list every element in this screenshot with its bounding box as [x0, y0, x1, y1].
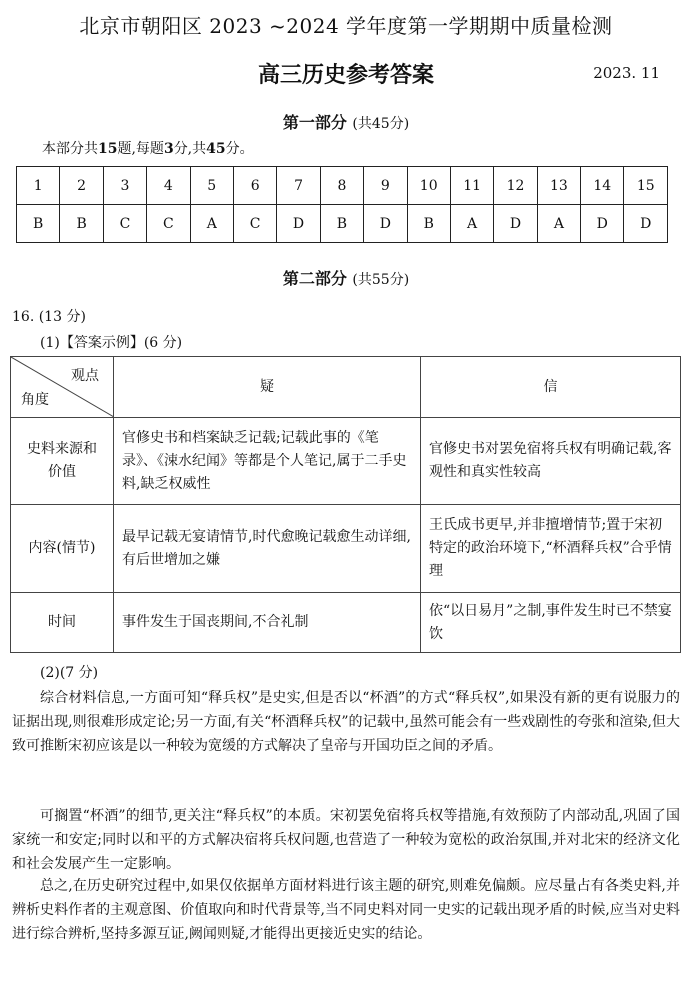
document-date: 2023. 11 [593, 64, 660, 82]
answer-cell: B [407, 205, 450, 243]
part1-points: (共45分) [352, 116, 410, 132]
part1-note-end: 分。 [225, 141, 254, 157]
sub-question-1-label: (1)【答案示例】(6 分) [40, 335, 183, 351]
document-title: 北京市朝阳区 2023 ~2024 学年度第一学期期中质量检测 [79, 14, 613, 38]
part2-title: 第二部分 [282, 269, 347, 288]
part2-heading [0, 266, 692, 289]
question-number-cell: 4 [147, 167, 190, 205]
question-number-cell: 13 [537, 167, 580, 205]
question-number-cell: 8 [320, 167, 363, 205]
part1-note-mid1: 题,每题 [117, 141, 164, 157]
answer-key-table [16, 166, 668, 243]
question-16-label: 16. (13 分) [12, 309, 86, 325]
answer-cell: D [494, 205, 537, 243]
question-number-cell: 7 [277, 167, 320, 205]
corner-label-angle: 角度 [21, 392, 49, 408]
row-angle: 史料来源和价值 [11, 418, 114, 505]
part1-heading [0, 110, 692, 133]
part1-note-each: 3 [163, 141, 174, 157]
row-doubt: 官修史书和档案缺乏记载;记载此事的《笔录》、《涑水纪闻》等都是个人笔记,属于二手史料,缺乏权威性 [114, 418, 421, 505]
answer-cell: A [190, 205, 233, 243]
part1-note-mid2: 分,共 [173, 141, 207, 157]
question-number-cell: 2 [60, 167, 103, 205]
answer-paragraph-2: 可搁置“杯酒”的细节,更关注“释兵权”的本质。宋初罢免宿将兵权等措施,有效预防了内部动乱,巩固了国家统一和安定;同时以和平的方式解决宿将兵权问题,也营造了一种较为宽松的政治氛围,并对北宋的经济文化和社会发展产生一定影响。 [12, 808, 680, 872]
answer-paragraph-3: 总之,在历史研究过程中,如果仅依据单方面材料进行该主题的研究,则难免偏颇。应尽量占有各类史料,并辨析史料作者的主观意图、价值取向和时代背景等,当不同史料对同一史实的记载出现矛盾的时候,应当对史料进行综合辨析,坚持多源互证,阙闻则疑,才能得出更接近史实的结论。 [12, 878, 680, 942]
row-believe: 官修史书对罢免宿将兵权有明确记载,客观性和真实性较高 [421, 418, 681, 505]
question-number-cell: 15 [624, 167, 668, 205]
answer-cell: D [277, 205, 320, 243]
answer-cell: D [581, 205, 624, 243]
part2-points: (共55分) [352, 272, 410, 288]
answer-cell: C [233, 205, 276, 243]
part1-note-prefix: 本部分共 [42, 141, 98, 157]
question-number-cell: 3 [103, 167, 146, 205]
header-doubt: 疑 [114, 357, 421, 418]
sub-question-2-label: (2)(7 分) [40, 665, 99, 681]
answer-cell: B [320, 205, 363, 243]
answer-cell: C [103, 205, 146, 243]
question-number-cell: 11 [450, 167, 493, 205]
answer-cell: C [147, 205, 190, 243]
question-number-cell: 1 [17, 167, 60, 205]
document-subtitle: 高三历史参考答案 [257, 62, 434, 88]
question-number-cell: 9 [364, 167, 407, 205]
diagonal-header-cell [11, 357, 114, 418]
answer-cell: A [450, 205, 493, 243]
part1-note-total: 45 [206, 141, 226, 157]
row-believe: 依“以日易月”之制,事件发生时已不禁宴饮 [421, 593, 681, 653]
row-doubt: 最早记载无宴请情节,时代愈晚记载愈生动详细,有后世增加之嫌 [114, 505, 421, 593]
answer-example-table [10, 356, 681, 653]
answer-paragraph-1: 综合材料信息,一方面可知“释兵权”是史实,但是否以“杯酒”的方式“释兵权”,如果没有新的更有说服力的证据出现,则很难形成定论;另一方面,有关“杯酒释兵权”的记载中,虽然可能会有一些戏剧性的夸张和渲染,但大致可推断宋初应该是以一种较为宽缓的方式解决了皇帝与开国功臣之间的矛盾。 [12, 690, 680, 754]
answer-row [17, 205, 668, 243]
part1-title: 第一部分 [282, 113, 347, 132]
table-header-row [11, 357, 681, 418]
part1-note [42, 138, 254, 158]
question-number-cell: 5 [190, 167, 233, 205]
answer-cell: B [17, 205, 60, 243]
question-number-row [17, 167, 668, 205]
question-number-cell: 10 [407, 167, 450, 205]
answer-cell: A [537, 205, 580, 243]
table-row [11, 505, 681, 593]
question-number-cell: 14 [581, 167, 624, 205]
part1-note-count: 15 [98, 141, 118, 157]
question-number-cell: 6 [233, 167, 276, 205]
answer-cell: D [624, 205, 668, 243]
row-angle: 内容(情节) [11, 505, 114, 593]
table-row [11, 418, 681, 505]
question-number-cell: 12 [494, 167, 537, 205]
row-believe: 王氏成书更早,并非擅增情节;置于宋初特定的政治环境下,“杯酒释兵权”合乎情理 [421, 505, 681, 593]
row-doubt: 事件发生于国丧期间,不合礼制 [114, 593, 421, 653]
answer-cell: D [364, 205, 407, 243]
header-believe: 信 [421, 357, 681, 418]
row-angle: 时间 [11, 593, 114, 653]
corner-label-viewpoint: 观点 [71, 368, 99, 384]
table-row [11, 593, 681, 653]
answer-cell: B [60, 205, 103, 243]
